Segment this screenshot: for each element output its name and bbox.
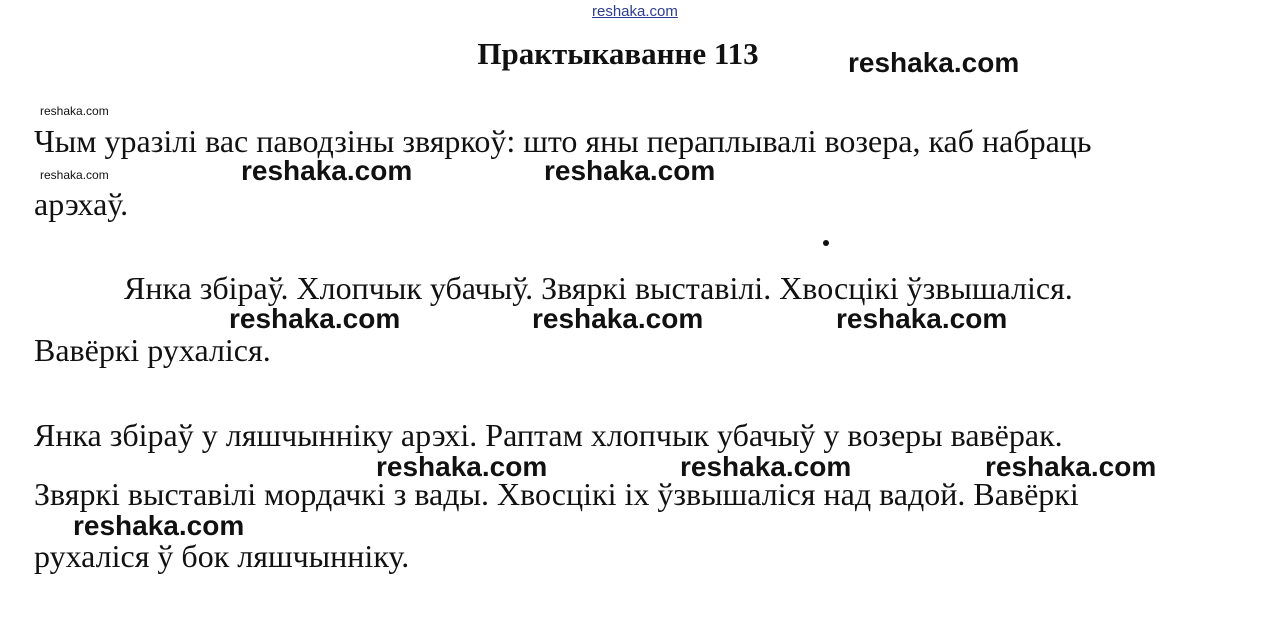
paragraph-1-line-1: Чым уразілі вас паводзіны звяркоў: што яны пераплывалі возера, каб набраць xyxy=(34,123,1092,159)
page-title: Практыкаванне 113 xyxy=(477,36,759,71)
watermark: reshaka.com xyxy=(985,451,1157,482)
watermark: reshaka.com xyxy=(680,451,852,482)
watermark: reshaka.com xyxy=(836,303,1008,334)
watermark-small: reshaka.com xyxy=(40,168,109,182)
watermark: reshaka.com xyxy=(229,303,401,334)
paragraph-3-line-2: Звяркі выставілі мордачкі з вады. Хвосцікі іх ўзвышаліся над вадой. Вавёркі xyxy=(34,476,1079,512)
paragraph-3-line-3: рухаліся ў бок ляшчынніку. xyxy=(34,538,410,574)
paragraph-2-line-1: Янка збіраў. Хлопчык убачыў. Звяркі выставілі. Хвосцікі ўзвышаліся. xyxy=(124,270,1073,306)
watermark: reshaka.com xyxy=(532,303,704,334)
watermark: reshaka.com xyxy=(544,155,716,186)
stray-dot xyxy=(823,240,829,246)
watermark: reshaka.com xyxy=(73,510,245,541)
watermark-small: reshaka.com xyxy=(40,104,109,118)
watermark: reshaka.com xyxy=(241,155,413,186)
paragraph-1-line-2: арэхаў. xyxy=(34,186,129,222)
watermark-top-link[interactable]: reshaka.com xyxy=(592,3,678,20)
watermark: reshaka.com xyxy=(848,47,1020,78)
watermark: reshaka.com xyxy=(376,451,548,482)
paragraph-2-line-2: Вавёркі рухаліся. xyxy=(34,332,271,368)
paragraph-3-line-1: Янка збіраў у ляшчынніку арэхі. Раптам хлопчык убачыў у возеры вавёрак. xyxy=(34,417,1063,453)
